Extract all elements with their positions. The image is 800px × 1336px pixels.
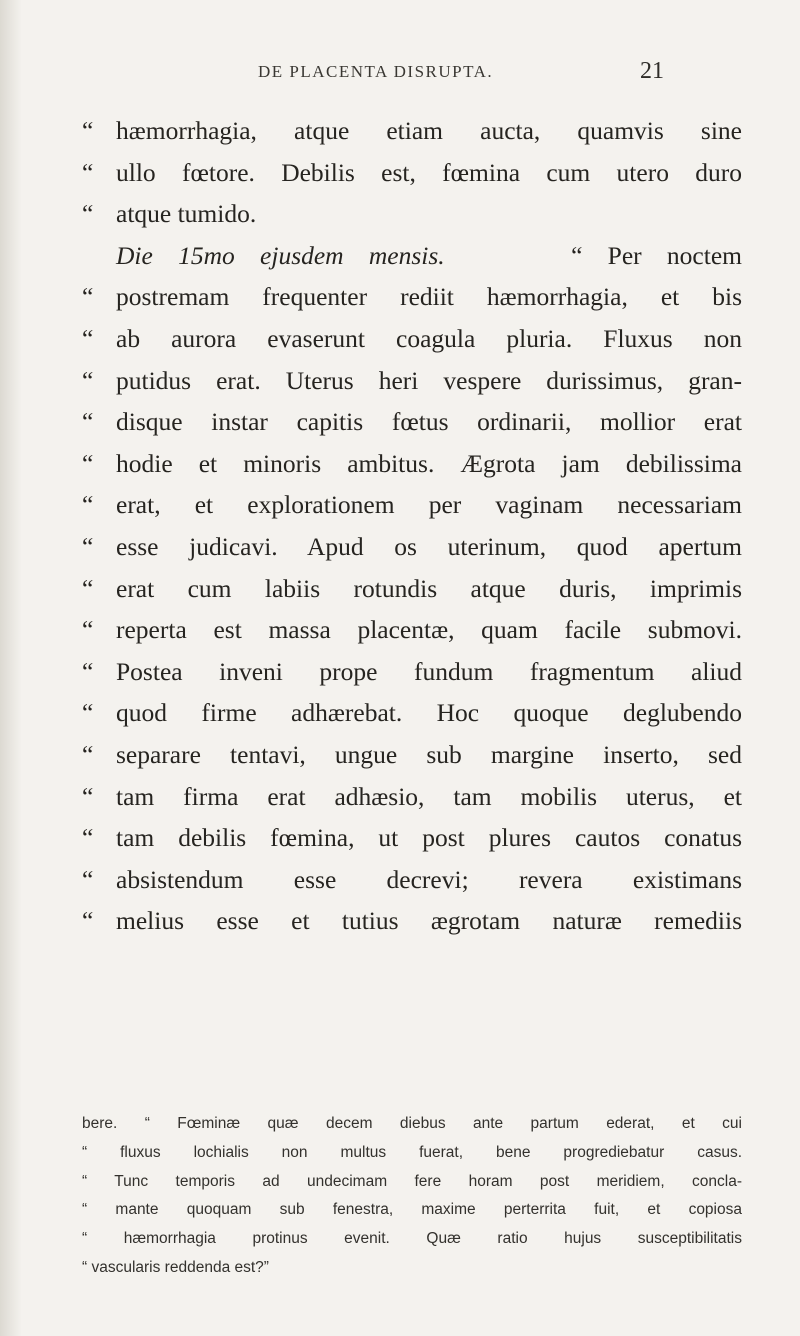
- line-text: hæmorrhagia, atque etiam aucta, quamvis sine: [116, 116, 742, 145]
- text-line: [82, 360, 742, 402]
- line-text: Postea inveni prope fundum fragmentum aliud: [116, 656, 742, 686]
- line-text: ab aurora evaserunt coagula pluria. Fluxus non: [116, 323, 742, 353]
- footnote: [82, 1110, 742, 1283]
- line-text: separare tentavi, ungue sub margine inserto, sed: [116, 739, 742, 769]
- text-line: [82, 692, 742, 734]
- footnote-line: “ fluxus lochialis non multus fuerat, bene progrediebatur casus.: [82, 1143, 742, 1161]
- text-line: [82, 651, 742, 693]
- line-text: erat cum labiis rotundis atque duris, imprimis: [116, 573, 742, 603]
- text-line: [82, 609, 742, 651]
- page-edge-shadow: [0, 0, 22, 1336]
- running-head-title: DE PLACENTA DISRUPTA.: [258, 62, 494, 81]
- quote-mark: “: [82, 698, 94, 728]
- quote-mark: “: [82, 864, 94, 894]
- quote-mark: “: [82, 282, 94, 312]
- quote-mark: “: [82, 157, 94, 187]
- text-line: [82, 443, 742, 485]
- quote-mark: “: [82, 656, 94, 686]
- text-line: [82, 152, 742, 194]
- line-text: melius esse et tutius ægrotam naturæ remediis: [116, 906, 742, 936]
- body-text: [82, 110, 742, 942]
- text-line: [82, 817, 742, 859]
- line-text: postremam frequenter rediit hæmorrhagia, et bis: [116, 282, 742, 312]
- quote-mark: “: [82, 573, 94, 603]
- line-text: “ Per noctem: [571, 240, 742, 270]
- text-line: [82, 318, 742, 360]
- line-text: atque tumido.: [116, 199, 257, 229]
- text-line: [82, 276, 742, 318]
- line-text: quod firme adhærebat. Hoc quoque deglubendo: [116, 698, 742, 728]
- line-text: hodie et minoris ambitus. Ægrota jam debilissima: [116, 448, 742, 478]
- text-line: [82, 110, 742, 152]
- quote-mark: “: [82, 531, 94, 561]
- line-text: esse judicavi. Apud os uterinum, quod apertum: [116, 531, 742, 561]
- quote-mark: “: [82, 490, 94, 520]
- quote-mark: “: [82, 407, 94, 437]
- text-line: [82, 859, 742, 901]
- text-line: [82, 193, 742, 235]
- text-line: [82, 734, 742, 776]
- quote-mark: “: [82, 448, 94, 478]
- quote-mark: “: [82, 823, 94, 853]
- running-head: [0, 58, 800, 92]
- text-line: [82, 526, 742, 568]
- quote-mark: “: [82, 739, 94, 769]
- footnote-line: “ mante quoquam sub fenestra, maxime perterrita fuit, et copiosa: [82, 1201, 742, 1219]
- text-line: [82, 776, 742, 818]
- text-line: [82, 484, 742, 526]
- quote-mark: “: [82, 781, 94, 811]
- line-text: absistendum esse decrevi; revera existimans: [116, 864, 742, 894]
- footnote-line: bere. “ Fœminæ quæ decem diebus ante partum ederat, et cui: [82, 1115, 742, 1132]
- quote-mark: “: [82, 323, 94, 353]
- line-text: ullo fœtore. Debilis est, fœmina cum utero duro: [116, 157, 742, 187]
- quote-mark: “: [82, 615, 94, 645]
- footnote-line: “ Tunc temporis ad undecimam fere horam post meridiem, concla-: [82, 1172, 742, 1190]
- quote-mark: “: [82, 116, 94, 145]
- text-line: [82, 900, 742, 942]
- quote-mark: “: [82, 906, 94, 936]
- date-heading: Die 15mo ejusdem mensis.: [116, 240, 445, 270]
- line-text: tam firma erat adhæsio, tam mobilis uterus, et: [116, 781, 742, 811]
- line-text: disque instar capitis fœtus ordinarii, mollior erat: [116, 407, 742, 437]
- page-number: 21: [640, 58, 664, 84]
- text-line: [82, 568, 742, 610]
- line-text: putidus erat. Uterus heri vespere durissimus, gran-: [116, 365, 742, 395]
- date-line: [82, 235, 742, 277]
- quote-mark: “: [82, 365, 94, 395]
- line-text: reperta est massa placentæ, quam facile submovi.: [116, 615, 742, 645]
- footnote-line: “ hæmorrhagia protinus evenit. Quæ ratio hujus susceptibilitatis: [82, 1230, 742, 1248]
- quote-mark: “: [82, 199, 94, 229]
- text-line: [82, 401, 742, 443]
- line-text: tam debilis fœmina, ut post plures cautos conatus: [116, 823, 742, 853]
- footnote-line: “ vascularis reddenda est?”: [82, 1258, 269, 1276]
- line-text-with-date: [82, 235, 742, 277]
- line-text: erat, et explorationem per vaginam necessariam: [116, 490, 742, 520]
